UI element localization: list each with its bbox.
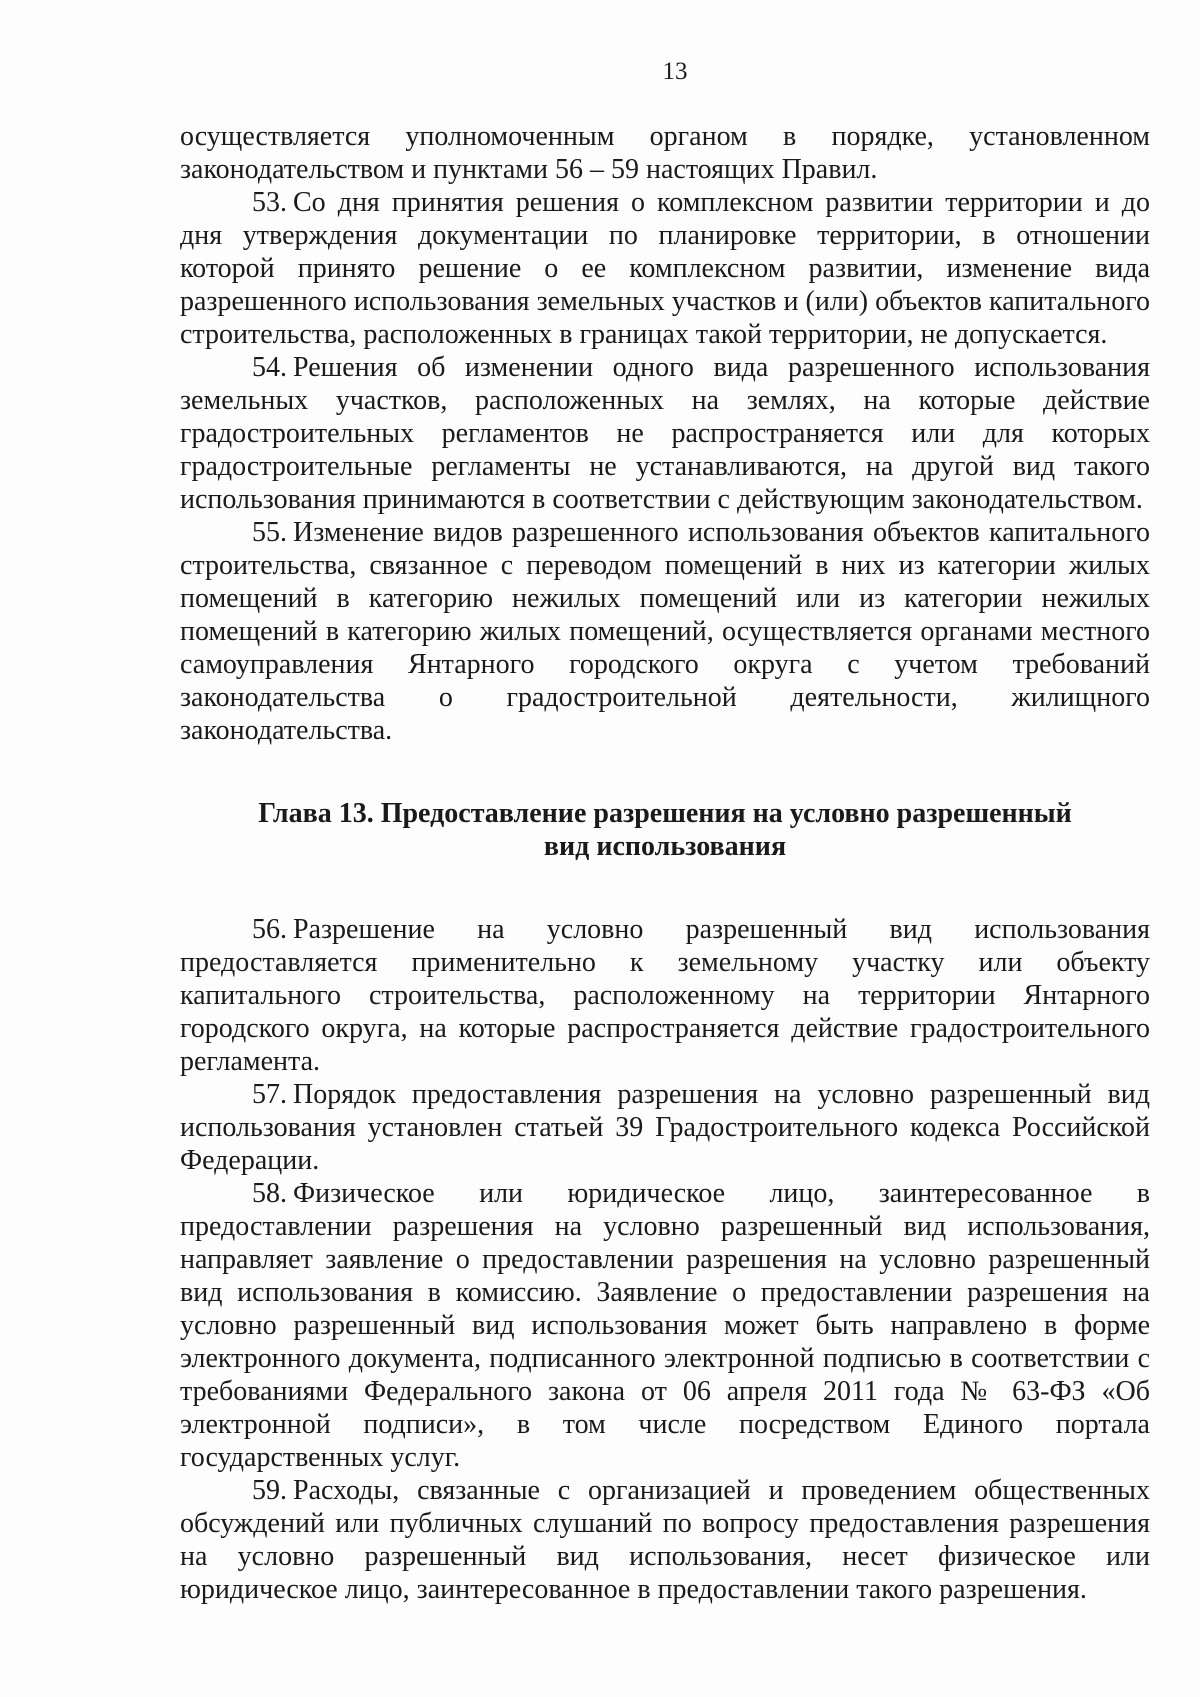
- paragraph-text: Расходы, связанные с организацией и проведением общественных обсуждений или публичных слушаний по вопросу предоставления разрешения на условно разрешенный вид использования, несет физическое или юридическое лицо, заинтересованное в предоставлении такого разрешения.: [180, 1475, 1150, 1605]
- paragraph-58: [180, 1177, 1150, 1474]
- paragraph-number: 59.: [252, 1475, 287, 1506]
- paragraph-text: Изменение видов разрешенного использования объектов капитального строительства, связанное с переводом помещений в них из категории жилых помещений в категорию нежилых помещений или из категории нежилых помещений в категорию жилых помещений, осуществляется органами местного самоуправления Янтарного городского округа с учетом требований законодательства о градостроительной деятельности, жилищного законодательства.: [180, 517, 1150, 746]
- paragraph-number: 57.: [252, 1079, 287, 1110]
- paragraph-number: 53.: [252, 187, 287, 218]
- chapter-heading-line-2: вид использования: [543, 831, 787, 862]
- paragraph-56: [180, 913, 1150, 1078]
- paragraph-text: Физическое или юридическое лицо, заинтересованное в предоставлении разрешения на условно разрешенный вид использования, направляет заявление о предоставлении разрешения на условно разрешенный вид использования в комиссию. Заявление о предоставлении разрешения на условно разрешенный вид использования может быть направлено в форме электронного документа, подписанного электронной подписью в соответствии с требованиями Федерального закона от 06 апреля 2011 года № 63-ФЗ «Об электронной подписи», в том числе посредством Единого портала государственных услуг.: [180, 1178, 1150, 1473]
- paragraph-number: 54.: [252, 352, 287, 383]
- chapter-heading: [180, 797, 1150, 863]
- paragraph-55: [180, 516, 1150, 747]
- paragraph-59: [180, 1474, 1150, 1606]
- paragraph-text: Порядок предоставления разрешения на условно разрешенный вид использования установлен статьей 39 Градостроительного кодекса Российской Федерации.: [180, 1079, 1150, 1176]
- continuation-paragraph: осуществляется уполномоченным органом в порядке, установленном законодательством и пунктами 56 – 59 настоящих Правил.: [180, 121, 1150, 185]
- page-number: 13: [662, 58, 688, 85]
- paragraph-number: 55.: [252, 517, 287, 548]
- paragraph-54: [180, 351, 1150, 516]
- paragraph-number: 58.: [252, 1178, 287, 1209]
- chapter-heading-line-1: Глава 13. Предоставление разрешения на условно разрешенный: [258, 798, 1072, 829]
- paragraph-text: Разрешение на условно разрешенный вид использования предоставляется применительно к земельному участку или объекту капитального строительства, расположенному на территории Янтарного городского округа, на которые распространяется действие градостроительного регламента.: [180, 914, 1150, 1077]
- paragraph-text: Решения об изменении одного вида разрешенного использования земельных участков, расположенных на землях, на которые действие градостроительных регламентов не распространяется или для которых градостроительные регламенты не устанавливаются, на другой вид такого использования принимаются в соответствии с действующим законодательством.: [180, 352, 1150, 515]
- paragraph-text: Со дня принятия решения о комплексном развитии территории и до дня утверждения документации по планировке территории, в отношении которой принято решение о ее комплексном развитии, изменение вида разрешенного использования земельных участков и (или) объектов капитального строительства, расположенных в границах такой территории, не допускается.: [180, 187, 1150, 350]
- document-body: [180, 120, 1150, 1606]
- paragraph-57: [180, 1078, 1150, 1177]
- paragraph-53: [180, 186, 1150, 351]
- paragraph-number: 56.: [252, 914, 287, 945]
